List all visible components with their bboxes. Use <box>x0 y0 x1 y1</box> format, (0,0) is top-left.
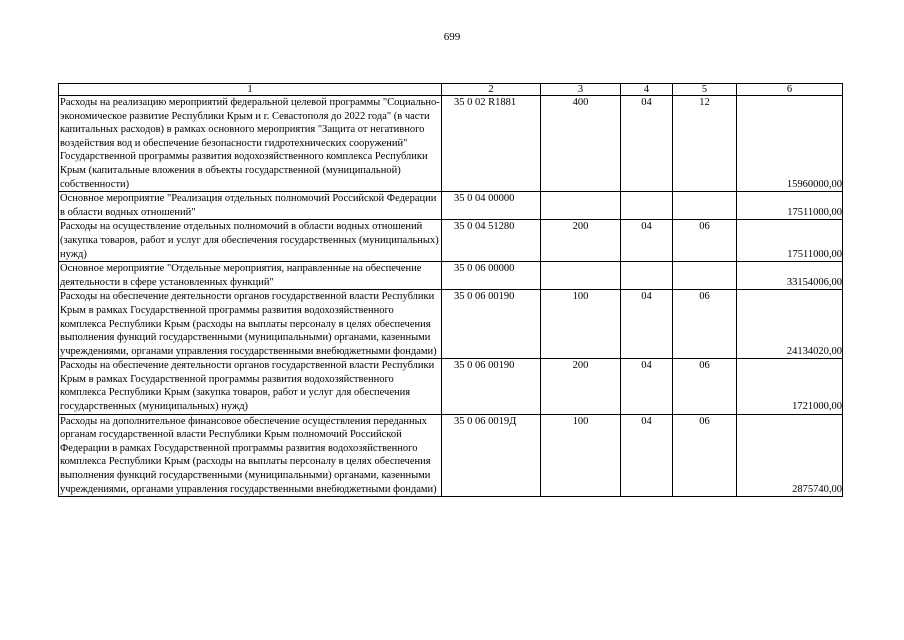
amount: 17511000,00 <box>737 220 843 262</box>
target-article-code: 35 0 06 00000 <box>442 262 541 290</box>
subsection-code: 06 <box>673 220 737 262</box>
subsection-code <box>673 262 737 290</box>
section-code: 04 <box>621 414 673 497</box>
expense-name: Расходы на осуществление отдельных полномочий в области водных отношений (закупка товаров, работ и услуг для обеспечения государственных (муниципальных) нужд) <box>59 220 442 262</box>
table-row <box>59 414 843 497</box>
section-code: 04 <box>621 220 673 262</box>
expense-type-code <box>541 192 621 220</box>
subsection-code: 06 <box>673 290 737 359</box>
expense-name: Расходы на обеспечение деятельности органов государственной власти Республики Крым в рамках Государственной программы развития водохозяйственного комплекса Республики Крым (расходы на выплаты персоналу в целях обеспечения выполнения функций государственными (муниципальными) органами, казенными учреждениями, органами управления государственными внебюджетными фондами) <box>59 290 442 359</box>
target-article-code: 35 0 02 R1881 <box>442 96 541 192</box>
target-article-code: 35 0 04 00000 <box>442 192 541 220</box>
column-header: 1 <box>59 84 442 96</box>
target-article-code: 35 0 04 51280 <box>442 220 541 262</box>
amount: 17511000,00 <box>737 192 843 220</box>
amount: 15960000,00 <box>737 96 843 192</box>
section-code: 04 <box>621 96 673 192</box>
table-row <box>59 262 843 290</box>
header-row <box>59 84 843 96</box>
table-row <box>59 96 843 192</box>
expense-type-code: 100 <box>541 290 621 359</box>
budget-table <box>58 83 843 497</box>
expense-type-code: 100 <box>541 414 621 497</box>
table-row <box>59 359 843 414</box>
expense-type-code: 400 <box>541 96 621 192</box>
subsection-code <box>673 192 737 220</box>
amount: 2875740,00 <box>737 414 843 497</box>
amount: 24134020,00 <box>737 290 843 359</box>
column-header: 5 <box>673 84 737 96</box>
expense-name: Основное мероприятие "Отдельные мероприятия, направленные на обеспечение деятельности в сфере установленных функций" <box>59 262 442 290</box>
expense-type-code: 200 <box>541 220 621 262</box>
section-code <box>621 192 673 220</box>
expense-type-code: 200 <box>541 359 621 414</box>
expense-name: Расходы на реализацию мероприятий федеральной целевой программы "Социально-экономическое развитие Республики Крым и г. Севастополя до 2022 года" (в части капитальных расходов) в рамках основного мероприятия "Защита от негативного воздействия вод и обеспечение безопасности гидротехнических сооружений" Государственной программы развития водохозяйственного комплекса Республики Крым (капитальные вложения в объекты государственной (муниципальной) собственности) <box>59 96 442 192</box>
amount: 33154006,00 <box>737 262 843 290</box>
table-row <box>59 220 843 262</box>
target-article-code: 35 0 06 0019Д <box>442 414 541 497</box>
page-number: 699 <box>443 31 461 43</box>
section-code: 04 <box>621 359 673 414</box>
amount: 1721000,00 <box>737 359 843 414</box>
subsection-code: 06 <box>673 359 737 414</box>
column-header: 4 <box>621 84 673 96</box>
section-code: 04 <box>621 290 673 359</box>
target-article-code: 35 0 06 00190 <box>442 359 541 414</box>
column-header: 2 <box>442 84 541 96</box>
column-header: 6 <box>737 84 843 96</box>
expense-type-code <box>541 262 621 290</box>
table-row <box>59 290 843 359</box>
subsection-code: 12 <box>673 96 737 192</box>
column-header: 3 <box>541 84 621 96</box>
expense-name: Основное мероприятие "Реализация отдельных полномочий Российской Федерации в области водных отношений" <box>59 192 442 220</box>
table-row <box>59 192 843 220</box>
expense-name: Расходы на дополнительное финансовое обеспечение осуществления переданных органам государственной власти Республики Крым полномочий Российской Федерации в рамках Государственной программы развития водохозяйственного комплекса Республики Крым (расходы на выплаты персоналу в целях обеспечения выполнения функций государственными (муниципальными) органами, казенными учреждениями, органами управления государственными внебюджетными фондами) <box>59 414 442 497</box>
subsection-code: 06 <box>673 414 737 497</box>
target-article-code: 35 0 06 00190 <box>442 290 541 359</box>
section-code <box>621 262 673 290</box>
expense-name: Расходы на обеспечение деятельности органов государственной власти Республики Крым в рамках Государственной программы развития водохозяйственного комплекса Республики Крым (закупка товаров, работ и услуг для обеспечения государственных (муниципальных) нужд) <box>59 359 442 414</box>
